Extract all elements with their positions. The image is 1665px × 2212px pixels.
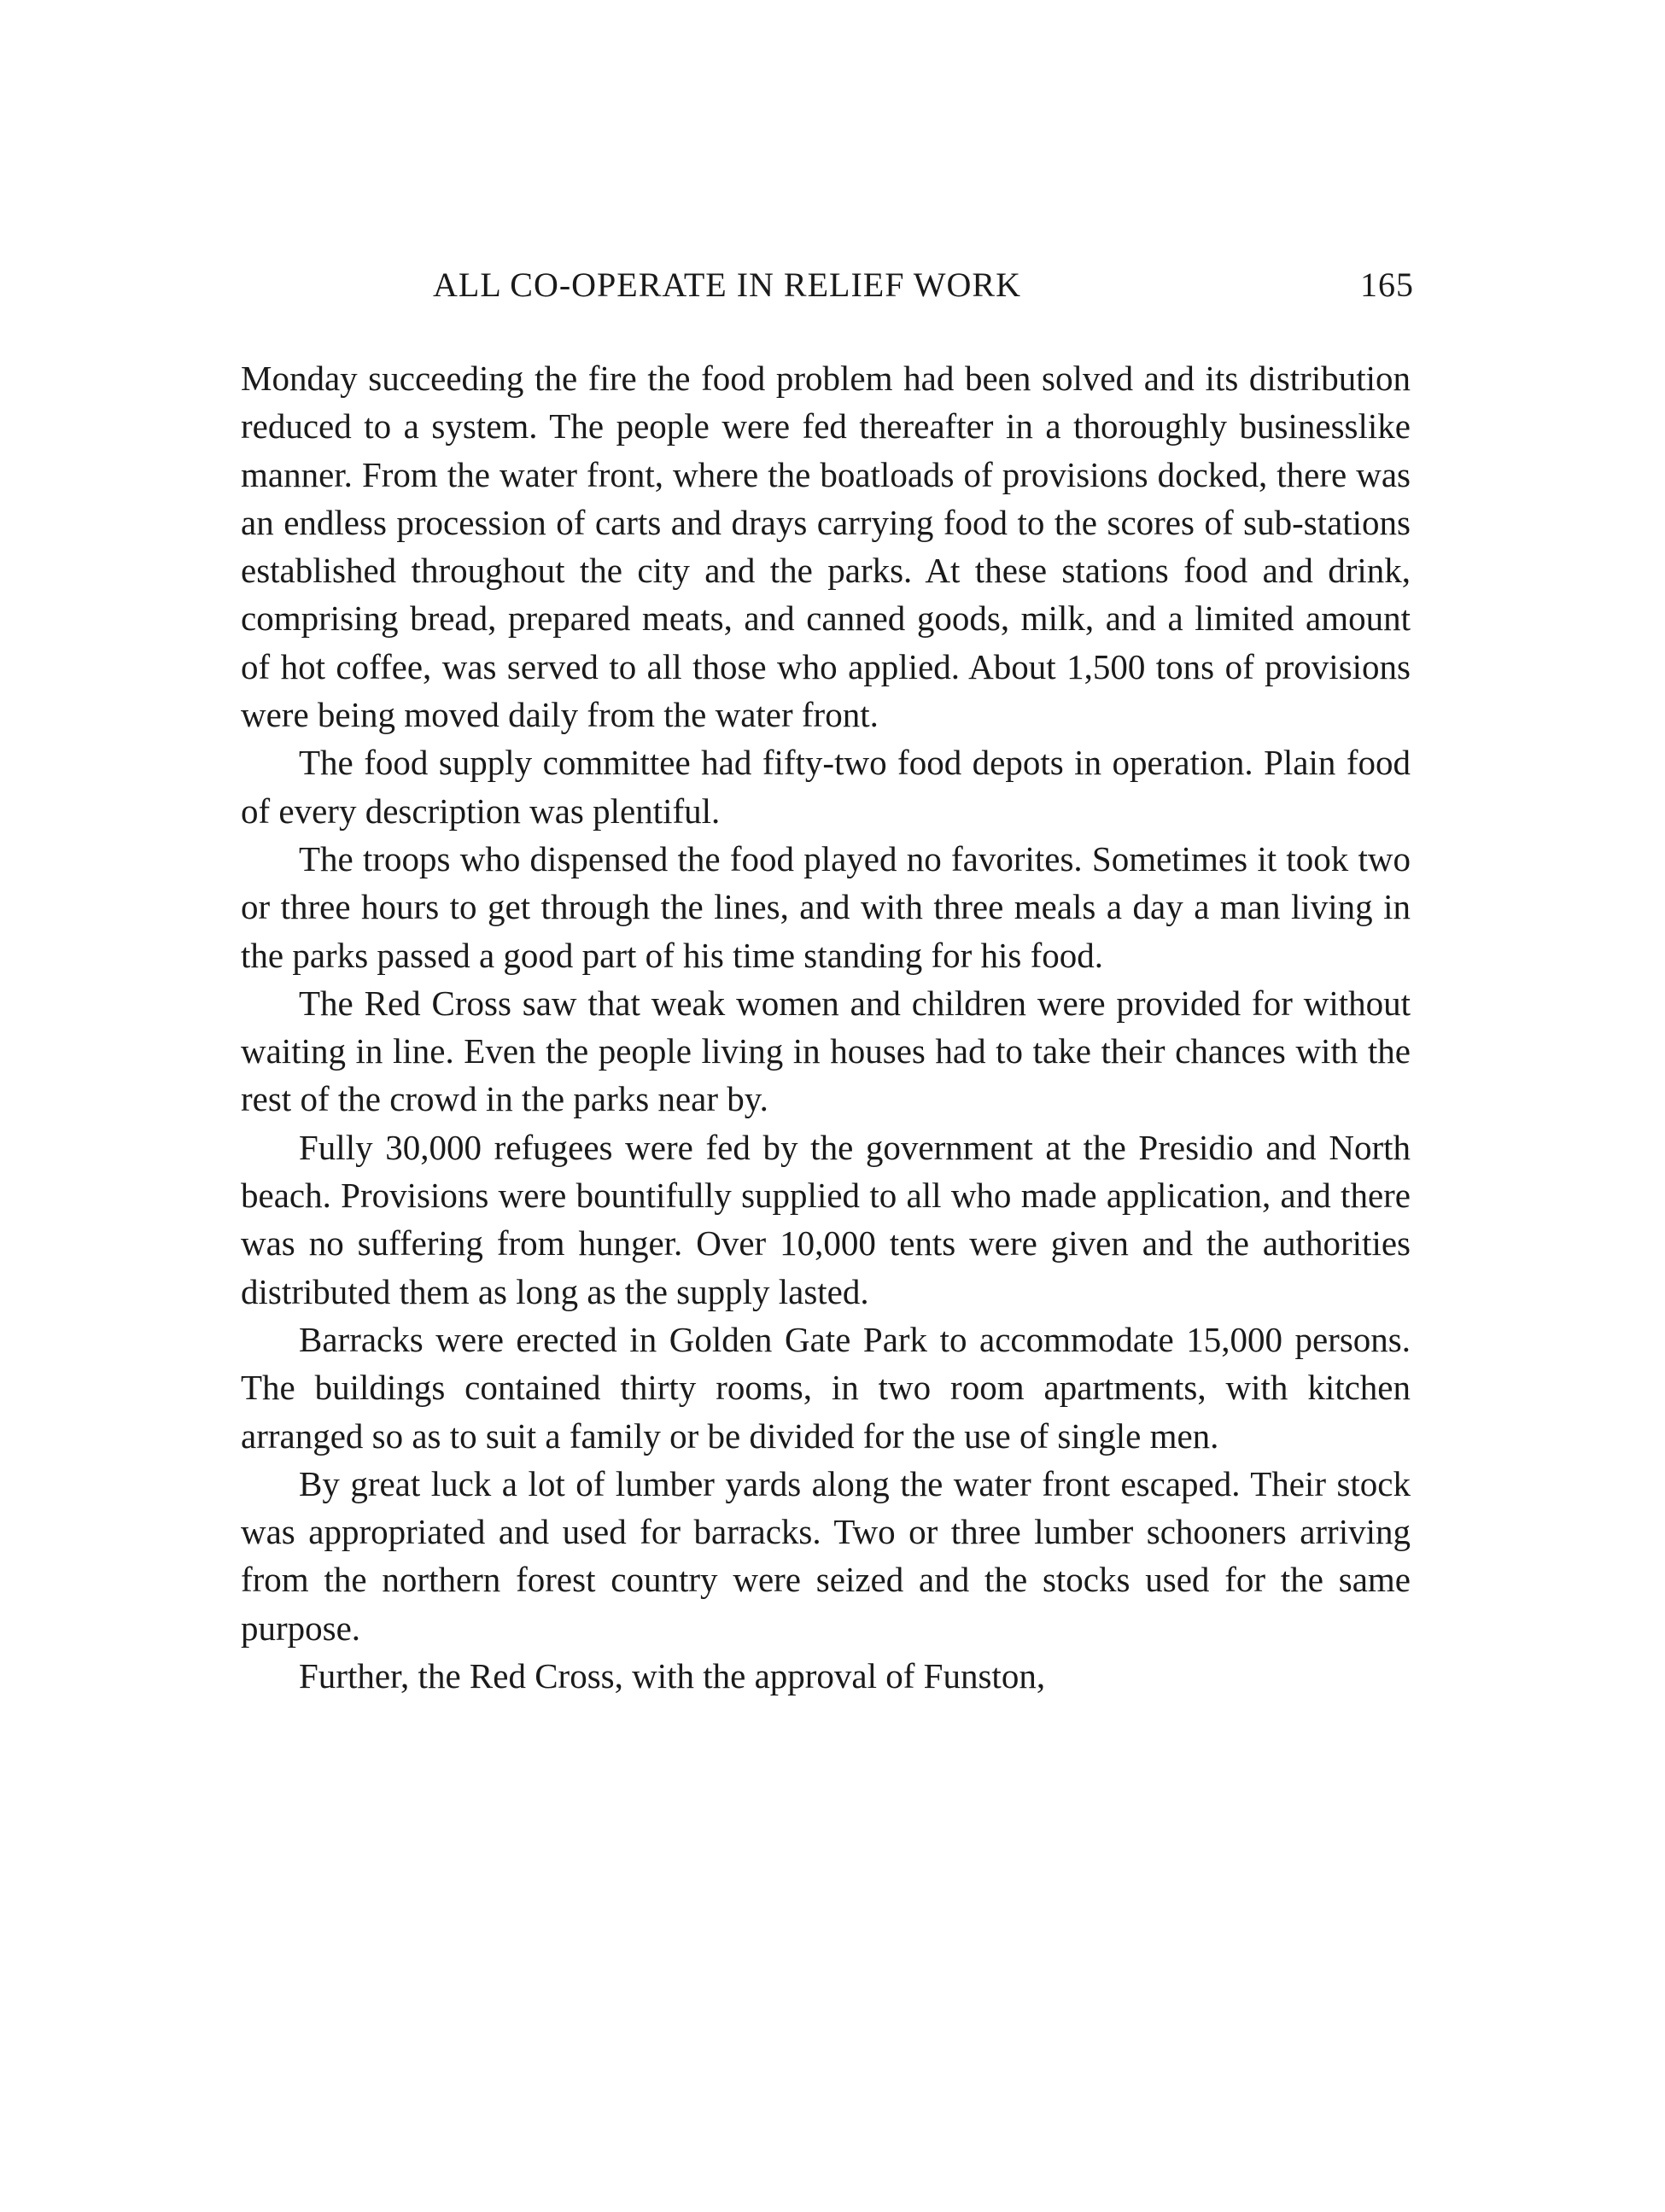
paragraph: By great luck a lot of lumber yards along the water front escaped. Their stock was appropriated and used for barracks. Two or three lumber schooners arriving from the northern forest country were seized and the stocks used for the same purpose. [241,1463,1411,1648]
paragraph: Barracks were erected in Golden Gate Park to accommodate 15,000 persons. The buildings contained thirty rooms, in two room apartments, with kitchen arranged so as to suit a family or be divided for the use of single men. [241,1319,1411,1456]
running-title: ALL CO-OPERATE IN RELIEF WORK [433,266,1021,304]
page-number: 165 [1360,266,1414,304]
running-head [241,265,1414,316]
paragraph: Further, the Red Cross, with the approval of Funston, [299,1656,1046,1696]
paragraph: Monday succeeding the fire the food problem had been solved and its distribution reduced to a system. The people were fed thereafter in a thoroughly businesslike manner. From the water front, where the boatloads of provisions docked, there was an endless procession of carts and drays carrying food to the scores of sub-stations established throughout the city and the parks. At these stations food and drink, comprising bread, prepared meats, and canned goods, milk, and a limited amount of hot coffee, was served to all those who applied. About 1,500 tons of provisions were being moved daily from the water front. [241,359,1411,735]
paragraph: The Red Cross saw that weak women and children were provided for without waiting in line. Even the people living in houses had to take their chances with the rest of the crowd in the parks near by. [241,983,1411,1119]
body-text [241,354,1411,1700]
paragraph: The troops who dispensed the food played no favorites. Sometimes it took two or three hours to get through the lines, and with three meals a day a man living in the parks passed a good part of his time standing for his food. [241,838,1411,975]
paragraph: The food supply committee had fifty-two food depots in operation. Plain food of every description was plentiful. [241,743,1411,831]
paragraph: Fully 30,000 refugees were fed by the government at the Presidio and North beach. Provisions were bountifully supplied to all who made application, and there was no suffering from hunger. Over 10,000 tents were given and the authorities distributed them as long as the supply lasted. [241,1127,1411,1311]
book-page [241,265,1414,1700]
